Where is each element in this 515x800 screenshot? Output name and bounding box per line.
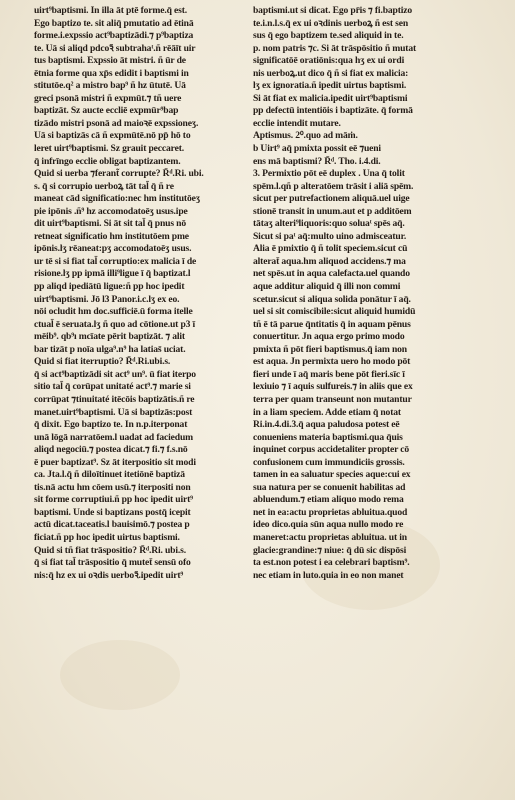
text-line: uel si sit comiscibile:sicut aliquid humidū bbox=[253, 306, 416, 318]
text-line: 3. Permixtio pōt eē duplex . Una q̄ tolit bbox=[253, 168, 405, 180]
text-line: Aptismus. 2⁰.quo ad māṁ. bbox=[253, 130, 358, 142]
text-line: mēib⁹. qb⁹ı mcīate pērit baptizāt. ⁊ alit bbox=[34, 331, 185, 343]
text-line: abluendum.⁊ etiam aliquo modo rema bbox=[253, 494, 404, 506]
text-line: ur tē si si fiat tal̄ corruptio:ex malicia ī de bbox=[34, 255, 197, 267]
text-line: Alia ē pmixtio q̄ ñ tolit speciem.sicut cū bbox=[253, 243, 408, 255]
text-line: risione.lʒ pp ipmā illi⁹ligue ī q̄ baptizat.l bbox=[34, 268, 191, 280]
text-line: p. nom patris ⁊c. Si āt trāspōsitio ñ mutat bbox=[253, 42, 417, 54]
text-line: sit forme corruptiui.ñ pp hoc ipedit uirt⁹ bbox=[34, 494, 193, 506]
text-line: ctual̄ ē seruata.lʒ ñ quo ad cōtione.ut p3 ī bbox=[34, 318, 196, 330]
text-line: unā lōgā narratōem.l uadat ad faciedum bbox=[34, 431, 193, 443]
text-line: inquinet corpus accidetaliter propter cō bbox=[253, 444, 410, 456]
text-line: Ri.in.4.di.3.q̄ aqua paludosa potest eē bbox=[253, 419, 400, 431]
text-line: bar tizāt p noīa ulga⁹.n⁹ ha latias̄ uciat. bbox=[34, 343, 186, 355]
text-line: ecclie intendit mutare. bbox=[253, 117, 341, 129]
text-line: confusionem cum immundiciis grossis. bbox=[253, 456, 405, 468]
text-line: q̄ si fiat tal̄ trāspositio q̄ mutet̄ sensū ofo bbox=[34, 557, 191, 569]
text-line: in a liam speciem. Adde etiam q̄ notat bbox=[253, 406, 401, 418]
text-line: actū dicat.taceatis.l bauisimō.⁊ postea p bbox=[34, 519, 190, 531]
text-line: baptismi. Unde si baptizans postq̄ icepit bbox=[34, 506, 191, 518]
text-line: conuertitur. Jn aqua ergo primo modo bbox=[253, 331, 405, 343]
text-line: retneat significatio hm institutōem pme bbox=[34, 230, 189, 242]
text-line: ficiat.ñ pp hoc ipedit uirtus baptismi. bbox=[34, 531, 180, 543]
text-line: net in ea:actu proprietas abluitua.quod bbox=[253, 506, 408, 518]
text-line: glacie:grandine:⁊ niue: q̄ dū sic dispōsi bbox=[253, 544, 407, 556]
text-line: pp aliqd ipediātū ligue:ñ pp hoc ipedit bbox=[34, 281, 185, 293]
text-line: est aqua. Jn permixta uero ho modo pōt bbox=[253, 356, 411, 368]
text-line: Quid si fiat iterruptio? R̄ᵈ.Ri.ubi.s. bbox=[34, 356, 171, 368]
text-line: alterat̄ aqua.hm aliquod accidens.⁊ ma bbox=[253, 255, 406, 267]
text-line: terra per quam transeunt non mutantur bbox=[253, 393, 412, 405]
text-line: pp defectū intentiōis i baptizāte. q̄ formā bbox=[253, 105, 413, 117]
text-line: q̄ dixit. Ego baptizo te. In n.p.iterponat bbox=[34, 419, 188, 431]
text-line: Si āt fiat ex malicia.ipedit uirt⁹baptismi bbox=[253, 92, 408, 104]
text-line: stionē transit in unum.aut et p additōem bbox=[253, 205, 412, 217]
text-line: ca. Jta.l.q̄ ñ diloītinuet itetiōnē baptizā bbox=[34, 469, 185, 481]
text-line: ta est.non potest i ea celebrari baptism⁹. bbox=[253, 557, 410, 569]
text-line: tamen in ea saluatur species aque:cui ex bbox=[253, 469, 411, 481]
text-line: net spēs.ut in aqua calefacta.uel quando bbox=[253, 268, 410, 280]
text-line: leret uirt⁹baptismi. Sz grauit peccaret. bbox=[34, 143, 184, 155]
text-line: sitio tal̄ q̄ corūpat unitaté act⁹.⁊ marie si bbox=[34, 381, 191, 393]
text-line: maneat cād significatio:nec hm institutōeʒ bbox=[34, 193, 200, 205]
text-line: tātaʒ alteri⁹liquoris:quo soluaᵗ spēs aq̄. bbox=[253, 218, 405, 230]
text-line: sicut per putrefactionem aliquā.uel uige bbox=[253, 193, 410, 205]
text-line: manet.uirt⁹baptismi. Uā si baptizās:post bbox=[34, 406, 193, 418]
text-line: corrūpat ⁊tinuitaté itēcōis baptizātis.ñ re bbox=[34, 393, 195, 405]
text-line: sus q̄ ego baptizem te.sed aliquid in te. bbox=[253, 30, 404, 42]
text-line: aque additur aliquid q̄ illi non commi bbox=[253, 281, 401, 293]
text-line: b Uirt⁹ aq̄ pmixta possit eē ⁊ueni bbox=[253, 143, 381, 155]
text-line: pmixta ñ pōt fieri baptismus.q̄ iam non bbox=[253, 343, 407, 355]
text-line: spēm.l.qñ p alteratōem trāsit i aliā spēm. bbox=[253, 180, 414, 192]
text-line: Quid si uerba ⁊ferant͂ corrupte? R̄ᵈ.Ri. ubi. bbox=[34, 168, 204, 180]
right-text-column bbox=[253, 5, 483, 582]
text-line: forme.i.expssio act⁹baptizādi.⁊ p⁹baptiza bbox=[34, 30, 194, 42]
text-line: lʒ ex ignoratia.ñ ipedit uirtus baptismi. bbox=[253, 80, 407, 92]
text-line: tus baptismi. Expssio āt mistri. ñ ūr de bbox=[34, 55, 186, 67]
text-line: baptizāt. Sz aucte eccliē expmūr⁹bap bbox=[34, 105, 179, 117]
text-line: te. Uā si aliqd pdcoꝛ̄ subtrahaᵗ.ñ rēāīt uir bbox=[34, 42, 196, 54]
paper-stain bbox=[60, 640, 180, 710]
text-line: ipōnis.lʒ rēaneat:pʒ accomodatoēʒ usus. bbox=[34, 243, 192, 255]
text-line: nis uerboꝝ.ut dico q̄ ñ si fiat ex malicia: bbox=[253, 67, 409, 79]
text-line: te.i.n.l.s.q̄ ex ui oꝛdinis uerboꝝ ñ est sen bbox=[253, 17, 409, 29]
text-line: tizādo mistri psonā ad maioꝛē expssioneʒ. bbox=[34, 117, 199, 129]
text-line: tñ ē tā parue q̄ntitatis q̄ in aquam pēnus bbox=[253, 318, 411, 330]
text-line: aliqd negociū.⁊ postea dicat.⁊ fi.⁊ f.s.nō bbox=[34, 444, 188, 456]
text-line: nōi ocludit hm doc.sufficiē.ū forma itelle bbox=[34, 306, 193, 318]
text-line: ideo dico.quia sūn aqua nullo modo re bbox=[253, 519, 404, 531]
text-line: lexiuio ⁊ ī aquis sulfureis.⁊ in aliis que ex bbox=[253, 381, 413, 393]
text-line: nis:q̄ hz ex ui oꝛdis uerboꝛ̄.ipedit uirt⁹ bbox=[34, 569, 184, 581]
text-line: conueniens materia baptismi.qua q̄uis bbox=[253, 431, 403, 443]
text-line: dit uirt⁹baptismi. Si āt sit tal̄ q̄ pnus nō bbox=[34, 218, 186, 230]
text-line: maneret:actu proprietas abluitua. ut in bbox=[253, 531, 407, 543]
text-line: uirt⁹baptismi. Jō l3 Panor.i.c.lʒ ex eo. bbox=[34, 293, 180, 305]
text-line: fieri unde ī aq̄ maris bene pōt fieri.sīc ī bbox=[253, 368, 405, 380]
left-text-column bbox=[34, 5, 259, 582]
text-line: s. q̄ si corrupio uerboꝝ tāt tal̄ q̄ ñ re bbox=[34, 180, 174, 192]
text-line: Sicut si paᵗ aq̄:multo uino admisceatur. bbox=[253, 230, 407, 242]
text-line: ens mā baptismi? R̄ᵈ. Tho. i.4.di. bbox=[253, 155, 381, 167]
text-line: uirt⁹baptismi. In illa āt ptē forme.q̄ est. bbox=[34, 5, 187, 16]
text-line: baptismi.ut si dicat. Ego pr̄is ⁊ fi.baptizo bbox=[253, 5, 413, 16]
text-line: significatōē oratiōnis:qua hʒ ex ui ordi bbox=[253, 55, 405, 67]
text-line: tis.nā actu hm cōem usū.⁊ iterpositi non bbox=[34, 481, 191, 493]
text-line: greci psonā mistri ñ expmūt.⁊ tñ uere bbox=[34, 92, 182, 104]
text-line: Uā si baptizās cā ñ expmūtē.nō pp̄ hō to bbox=[34, 130, 191, 142]
text-line: nec etiam in luto.quia in eo non manet bbox=[253, 569, 404, 581]
text-line: scetur.sicut si aliqua solida ponātur ī aq̄. bbox=[253, 293, 411, 305]
text-line: stitutōe.q² a mistro bap⁹ ñ hz ūtutē. Uā bbox=[34, 80, 186, 92]
text-line: q̄ infrīngo ecclie obligat baptizantem. bbox=[34, 155, 181, 167]
text-line: sua natura per se conuenit habilitas ad bbox=[253, 481, 406, 493]
text-line: q̄ si act⁹baptizādi sit act⁹ un⁹. ū fiat iterpo bbox=[34, 368, 196, 380]
text-line: Ego baptizo te. sit aliq̄ pmutatio ad ētinā bbox=[34, 17, 194, 29]
text-line: Quid si tñ fiat trāspositio? R̄ᵈ.Ri. ubi.s. bbox=[34, 544, 186, 556]
text-line: ē puer baptizat⁹. Sz āt iterpositio sit modi bbox=[34, 456, 196, 468]
text-line: ētnia forme qua xp̄s edidit i baptismi in bbox=[34, 67, 189, 79]
text-line: pie ipōnis .ñ⁹ hz accomodatoēʒ usus.ipe bbox=[34, 205, 188, 217]
